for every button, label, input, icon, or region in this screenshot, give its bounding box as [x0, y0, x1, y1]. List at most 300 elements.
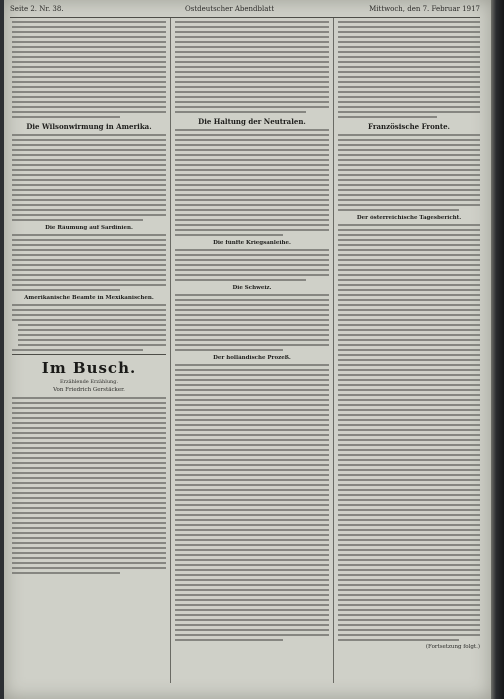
text-line	[12, 437, 166, 439]
text-line	[175, 199, 329, 201]
text-line	[338, 454, 480, 456]
text-line	[175, 219, 329, 221]
text-line	[12, 269, 166, 271]
text-line	[12, 462, 166, 464]
text-line	[12, 111, 166, 113]
feuilleton-title: Im Busch.	[41, 359, 137, 377]
text-line	[338, 509, 480, 511]
text-line	[338, 434, 480, 436]
text-line	[12, 452, 166, 454]
text-line	[338, 609, 480, 611]
text-line	[338, 479, 480, 481]
column-1	[12, 21, 166, 577]
text-line	[12, 319, 166, 321]
text-line	[175, 399, 329, 401]
text-line	[12, 259, 166, 261]
text-line	[175, 389, 329, 391]
text-line	[175, 464, 329, 466]
text-line	[175, 409, 329, 411]
text-line	[338, 504, 480, 506]
text-line	[175, 439, 329, 441]
page-header	[10, 5, 480, 15]
text-line	[12, 562, 166, 564]
text-line	[175, 344, 329, 346]
text-line	[338, 86, 480, 88]
text-line	[338, 284, 480, 286]
text-line	[338, 239, 480, 241]
text-line	[338, 274, 480, 276]
text-line	[338, 144, 480, 146]
text-line	[175, 619, 329, 621]
text-line	[12, 204, 166, 206]
text-line	[12, 101, 166, 103]
text-line	[338, 76, 480, 78]
text-line	[338, 259, 480, 261]
text-line	[338, 394, 480, 396]
text-line	[338, 529, 480, 531]
text-line	[175, 319, 329, 321]
text-line	[12, 189, 166, 191]
article-heading: Die Räumung auf Sardinien.	[45, 225, 133, 231]
text-line	[338, 519, 480, 521]
text-line	[12, 507, 166, 509]
text-line	[175, 614, 329, 616]
text-line	[175, 444, 329, 446]
text-line	[338, 469, 480, 471]
text-line	[12, 96, 166, 98]
text-line	[175, 574, 329, 576]
text-line	[12, 244, 166, 246]
text-line	[338, 116, 437, 118]
text-line	[175, 66, 329, 68]
text-line	[12, 164, 166, 166]
text-line	[12, 532, 166, 534]
text-line	[338, 474, 480, 476]
text-line	[175, 534, 329, 536]
article-heading: Der österreichische Tagesbericht.	[356, 215, 462, 221]
text-line	[12, 279, 166, 281]
text-line	[12, 81, 166, 83]
article-heading: Die Schweiz.	[232, 285, 272, 291]
text-line	[175, 164, 329, 166]
text-line	[175, 454, 329, 456]
text-line	[175, 106, 329, 108]
text-line	[338, 404, 480, 406]
text-line	[12, 552, 166, 554]
text-line	[175, 81, 329, 83]
text-line	[175, 86, 329, 88]
text-line	[175, 504, 329, 506]
text-line	[12, 209, 166, 211]
text-line	[175, 339, 329, 341]
text-line	[175, 569, 329, 571]
text-line	[338, 96, 480, 98]
text-line	[175, 26, 329, 28]
text-line	[175, 594, 329, 596]
text-line	[338, 61, 480, 63]
text-line	[338, 51, 480, 53]
text-line	[338, 269, 480, 271]
text-line	[12, 482, 166, 484]
text-line	[338, 31, 480, 33]
text-line	[338, 204, 480, 206]
text-line	[12, 31, 166, 33]
text-line	[175, 529, 329, 531]
text-line	[338, 594, 480, 596]
text-line	[12, 487, 166, 489]
text-line	[175, 214, 329, 216]
text-line	[338, 614, 480, 616]
text-line	[338, 534, 480, 536]
text-line	[338, 309, 480, 311]
text-line	[175, 514, 329, 516]
text-line	[338, 424, 480, 426]
article-heading: Der holländische Prozeß.	[213, 355, 291, 361]
text-line	[175, 414, 329, 416]
text-line	[175, 334, 329, 336]
text-line	[12, 284, 166, 286]
text-line	[338, 249, 480, 251]
text-line	[338, 579, 480, 581]
text-line	[175, 224, 329, 226]
text-line	[338, 439, 480, 441]
text-line	[338, 494, 480, 496]
text-line	[175, 519, 329, 521]
text-line	[338, 484, 480, 486]
page-number: Seite 2. Nr. 38.	[10, 5, 64, 13]
text-line	[175, 549, 329, 551]
text-line	[338, 364, 480, 366]
text-line	[175, 61, 329, 63]
text-line	[338, 81, 480, 83]
text-line	[338, 184, 480, 186]
text-line	[12, 249, 166, 251]
text-line	[338, 599, 480, 601]
text-line	[12, 289, 120, 291]
text-line	[338, 354, 480, 356]
text-line	[175, 96, 329, 98]
text-line	[175, 134, 329, 136]
text-line	[175, 179, 329, 181]
text-line	[175, 264, 329, 266]
text-line	[175, 629, 329, 631]
text-line	[175, 21, 329, 23]
text-line	[338, 524, 480, 526]
text-line	[338, 134, 480, 136]
text-line	[338, 549, 480, 551]
text-line	[338, 36, 480, 38]
text-line	[338, 279, 480, 281]
text-line	[175, 174, 329, 176]
text-line	[338, 314, 480, 316]
text-line	[12, 134, 166, 136]
column-divider	[333, 18, 334, 683]
text-line	[12, 116, 120, 118]
text-line	[175, 249, 329, 251]
text-line	[338, 229, 480, 231]
text-line	[175, 41, 329, 43]
text-line	[12, 402, 166, 404]
text-line	[338, 359, 480, 361]
text-line	[175, 639, 283, 641]
text-line	[175, 589, 329, 591]
text-line	[12, 36, 166, 38]
text-line	[338, 154, 480, 156]
text-line	[12, 41, 166, 43]
text-line	[338, 304, 480, 306]
text-line	[338, 384, 480, 386]
text-line	[175, 314, 329, 316]
text-line	[338, 66, 480, 68]
text-line	[12, 61, 166, 63]
text-line	[338, 101, 480, 103]
text-line	[175, 449, 329, 451]
text-line	[175, 91, 329, 93]
text-line	[338, 514, 480, 516]
text-line	[338, 56, 480, 58]
text-line	[175, 469, 329, 471]
text-line	[175, 209, 329, 211]
text-line	[338, 189, 480, 191]
text-line	[175, 559, 329, 561]
text-line	[12, 76, 166, 78]
text-line	[12, 477, 166, 479]
text-line	[338, 319, 480, 321]
text-line	[175, 46, 329, 48]
text-line	[338, 169, 480, 171]
text-line	[175, 329, 329, 331]
text-line	[175, 76, 329, 78]
text-line	[12, 149, 166, 151]
text-line	[175, 324, 329, 326]
text-line	[175, 31, 329, 33]
text-line	[12, 139, 166, 141]
text-line	[12, 106, 166, 108]
text-line	[12, 254, 166, 256]
text-line	[12, 239, 166, 241]
text-line	[175, 499, 329, 501]
text-line	[338, 604, 480, 606]
text-line	[175, 349, 283, 351]
text-line	[338, 444, 480, 446]
text-line	[175, 524, 329, 526]
text-line	[338, 374, 480, 376]
text-line	[175, 254, 329, 256]
text-line	[338, 584, 480, 586]
article-heading: Die Wilsonwirmung in Amerika.	[26, 122, 152, 131]
text-line	[175, 579, 329, 581]
text-line	[175, 159, 329, 161]
text-line	[338, 329, 480, 331]
text-line	[175, 274, 329, 276]
text-line	[12, 179, 166, 181]
text-line	[175, 154, 329, 156]
text-line	[175, 369, 329, 371]
text-line	[12, 86, 166, 88]
text-line	[175, 384, 329, 386]
text-line	[338, 149, 480, 151]
text-line	[175, 309, 329, 311]
text-line	[338, 399, 480, 401]
text-line	[338, 429, 480, 431]
text-line	[338, 26, 480, 28]
text-line	[338, 234, 480, 236]
book-spine	[491, 0, 504, 699]
text-line	[338, 164, 480, 166]
text-line	[175, 494, 329, 496]
text-line	[338, 544, 480, 546]
text-line	[175, 509, 329, 511]
text-line	[175, 149, 329, 151]
text-line	[338, 199, 480, 201]
issue-date: Mittwoch, den 7. Februar 1917	[369, 5, 480, 13]
text-line	[12, 91, 166, 93]
text-line	[175, 71, 329, 73]
text-line	[338, 349, 480, 351]
text-line	[12, 46, 166, 48]
text-line	[338, 224, 480, 226]
text-line	[338, 409, 480, 411]
text-line	[175, 299, 329, 301]
text-line	[338, 174, 480, 176]
text-line	[175, 634, 329, 636]
text-line	[175, 234, 283, 236]
text-line	[12, 234, 166, 236]
text-line	[175, 564, 329, 566]
feuilleton-author: Von Friedrich Gerstäcker.	[53, 387, 125, 393]
text-line	[175, 144, 329, 146]
text-line	[175, 599, 329, 601]
text-line	[12, 397, 166, 399]
text-line	[338, 91, 480, 93]
text-line	[12, 412, 166, 414]
text-line	[338, 289, 480, 291]
text-line	[175, 484, 329, 486]
text-line	[175, 434, 329, 436]
text-line	[175, 269, 329, 271]
text-line	[338, 21, 480, 23]
text-line	[12, 71, 166, 73]
text-line	[175, 259, 329, 261]
text-line	[175, 584, 329, 586]
text-line	[12, 472, 166, 474]
text-line	[338, 449, 480, 451]
text-line	[12, 144, 166, 146]
text-line	[338, 639, 459, 641]
text-line	[175, 101, 329, 103]
text-line	[175, 424, 329, 426]
text-line	[12, 194, 166, 196]
text-line	[175, 479, 329, 481]
text-line	[12, 447, 166, 449]
text-line	[338, 41, 480, 43]
text-line	[12, 422, 166, 424]
text-line	[12, 467, 166, 469]
text-line	[175, 204, 329, 206]
text-line	[338, 589, 480, 591]
text-line	[175, 129, 329, 131]
text-line	[338, 629, 480, 631]
text-line	[338, 46, 480, 48]
article-heading: Die fünfte Kriegsanleihe.	[213, 240, 291, 246]
text-line	[12, 557, 166, 559]
text-line	[175, 429, 329, 431]
text-line	[338, 624, 480, 626]
text-line	[175, 554, 329, 556]
text-line	[12, 169, 166, 171]
text-line	[338, 299, 480, 301]
text-line	[12, 51, 166, 53]
text-line	[12, 432, 166, 434]
text-line	[338, 194, 480, 196]
text-line	[175, 379, 329, 381]
text-line	[12, 427, 166, 429]
text-line	[12, 56, 166, 58]
text-line	[338, 324, 480, 326]
text-line	[12, 219, 143, 221]
text-line	[18, 324, 166, 326]
text-line	[12, 214, 166, 216]
text-line	[175, 51, 329, 53]
text-line	[338, 159, 480, 161]
text-line	[338, 574, 480, 576]
text-line	[175, 609, 329, 611]
text-line	[12, 274, 166, 276]
text-line	[12, 442, 166, 444]
text-line	[175, 419, 329, 421]
text-line	[18, 339, 166, 341]
text-line	[12, 547, 166, 549]
text-line	[175, 539, 329, 541]
text-line	[175, 364, 329, 366]
text-line	[338, 489, 480, 491]
text-line	[175, 169, 329, 171]
text-line	[338, 459, 480, 461]
column-2	[175, 21, 329, 644]
text-line	[175, 604, 329, 606]
text-line	[12, 349, 143, 351]
text-line	[175, 394, 329, 396]
text-line	[12, 497, 166, 499]
text-line	[338, 139, 480, 141]
text-line	[12, 457, 166, 459]
text-line	[12, 512, 166, 514]
text-line	[338, 106, 480, 108]
text-line	[175, 624, 329, 626]
article-heading: Französische Fronte.	[367, 122, 450, 131]
text-line	[12, 537, 166, 539]
text-line	[12, 184, 166, 186]
text-line	[175, 474, 329, 476]
text-line	[338, 634, 480, 636]
text-line	[175, 294, 329, 296]
text-line	[338, 71, 480, 73]
text-line	[338, 389, 480, 391]
text-line	[338, 244, 480, 246]
text-line	[175, 544, 329, 546]
text-line	[338, 464, 480, 466]
text-line	[338, 294, 480, 296]
text-line	[12, 304, 166, 306]
text-line	[12, 26, 166, 28]
text-line	[338, 254, 480, 256]
text-line	[12, 417, 166, 419]
text-line	[175, 139, 329, 141]
text-line	[18, 344, 166, 346]
text-line	[12, 314, 166, 316]
column-3	[338, 21, 480, 650]
text-line	[12, 572, 120, 574]
